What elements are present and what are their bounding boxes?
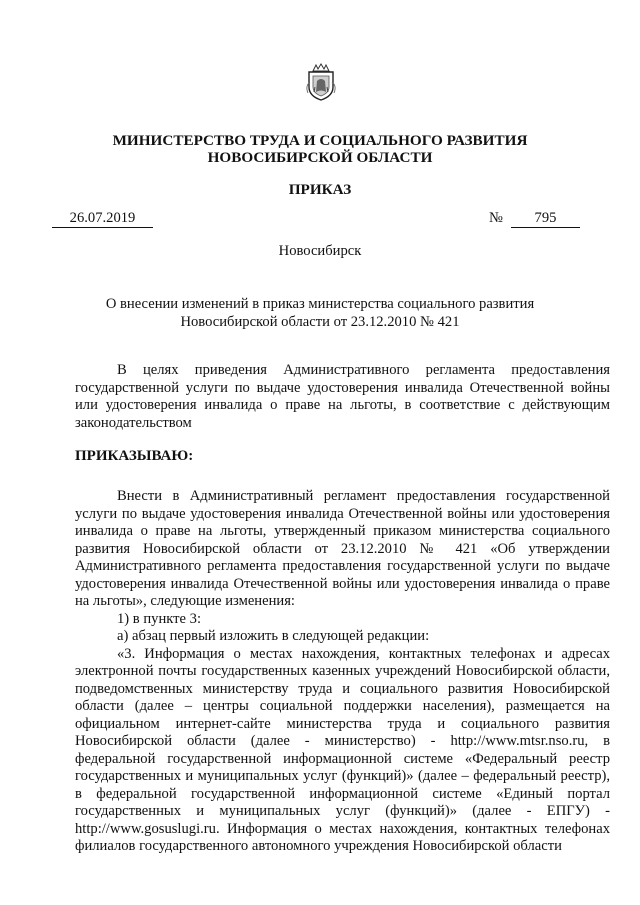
ministry-title xyxy=(0,132,640,166)
paragraph-subitem-a: а) абзац первый изложить в следующей редакции: xyxy=(117,628,430,644)
document-subject xyxy=(0,296,640,331)
preamble xyxy=(75,362,610,432)
subject-line-2: Новосибирской области от 23.12.2010 № 421 xyxy=(180,313,460,330)
paragraph-clause-3: «3. Информация о местах нахождения, контактных телефонах и адресах электронной почты государственных казенных учреждений Новосибирской области, подведомственных министерству труда и социального развития Новосибирской области (далее – центры социальной поддержки населения), размещается на официальном интернет-сайте министерства труда и социального развития Новосибирской области (далее - министерство) - http://www.mtsr.nso.ru, в федеральной государственной информационной системе «Федеральный реестр государственных и муниципальных услуг (функций)» (далее – федеральный реестр), в федеральной государственной информационной системе «Единый портал государственных и муниципальных услуг (функций)» (далее - ЕПГУ) - http://www.gosuslugi.ru. Информация о местах нахождения, контактных телефонах филиалов государственного автономного учреждения Новосибирской области xyxy=(75,645,610,854)
document-type: ПРИКАЗ xyxy=(288,181,352,198)
document-date: 26.07.2019 xyxy=(52,209,153,228)
paragraph-amendments: Внести в Административный регламент предоставления государственной услуги по выдаче удостоверения инвалида Отечественной войны или удостоверения инвалида о праве на льготы, утвержденный приказом министерства социального развития Новосибирской области от 23.12.2010 № 421 «Об утверждении Административного регламента предоставления государственной услуги по выдаче удостоверения инвалида Отечественной войны или удостоверения инвалида о праве на льготы», следующие изменения: xyxy=(75,488,610,609)
subject-line-1: О внесении изменений в приказ министерства социального развития xyxy=(105,296,535,312)
coat-of-arms-icon xyxy=(304,62,338,102)
order-word: ПРИКАЗЫВАЮ: xyxy=(75,448,194,464)
paragraph-item-1: 1) в пункте 3: xyxy=(117,610,202,627)
ministry-line-1: МИНИСТЕРСТВО ТРУДА И СОЦИАЛЬНОГО РАЗВИТИЯ xyxy=(112,132,528,149)
number-label: № xyxy=(489,210,503,226)
preamble-text: В целях приведения Административного регламента предоставления государственной услуги по выдаче удостоверения инвалида Отечественной войны или удостоверения инвалида о праве на льготы, в соответствие с действующим законодательством xyxy=(75,362,610,431)
document-number: 795 xyxy=(511,209,580,228)
order-body xyxy=(75,488,610,856)
city: Новосибирск xyxy=(278,243,362,259)
ministry-line-2: НОВОСИБИРСКОЙ ОБЛАСТИ xyxy=(207,149,433,166)
